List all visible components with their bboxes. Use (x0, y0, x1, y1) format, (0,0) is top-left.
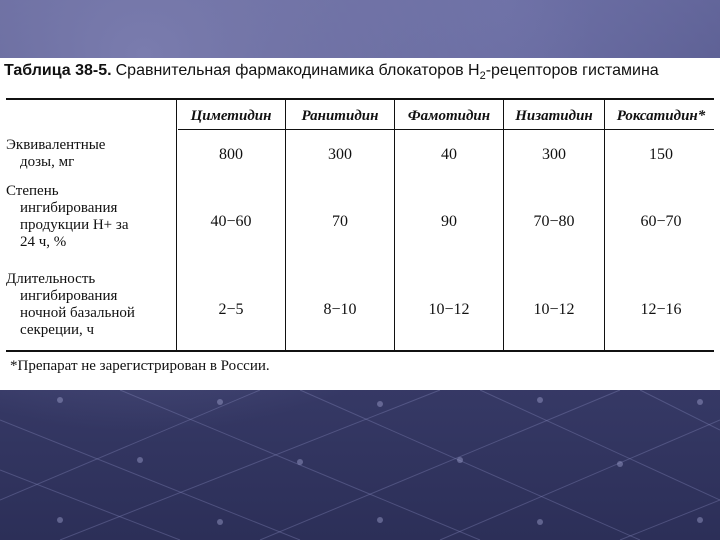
table-slide (0, 58, 720, 390)
row-label-line: Степень (6, 183, 59, 199)
row-label-duration (6, 271, 174, 339)
caption-text-part2: -рецепторов гистамина (485, 62, 659, 79)
caption-subscript: 2 (479, 70, 486, 83)
header-rule (178, 129, 714, 130)
table-cell: 12−16 (640, 301, 682, 318)
table-cell: 70−80 (533, 213, 575, 230)
table-number: Таблица 38-5. (4, 62, 112, 79)
row-label-line: секреции, ч (20, 322, 95, 338)
table-bottom-rule (6, 350, 714, 352)
row-label-line: ночной базальной (20, 305, 135, 321)
table-footnote: *Препарат не зарегистрирован в России. (10, 358, 270, 374)
table-cell: 10−12 (428, 301, 470, 318)
table-cell: 40 (441, 146, 457, 163)
table-cell: 150 (649, 146, 673, 163)
row-label-line: ингибирования (20, 288, 118, 304)
table-cell: 2−5 (218, 301, 244, 318)
row-label-inhibition (6, 183, 174, 251)
table-cell: 60−70 (640, 213, 682, 230)
row-label-line: ингибирования (20, 200, 118, 216)
row-label-dose (6, 137, 174, 171)
column-header: Роксатидин* (616, 108, 706, 124)
caption-text-part1: Сравнительная фармакодинамика блокаторов H (115, 62, 480, 79)
table-cell: 90 (441, 213, 457, 230)
table-cell: 8−10 (323, 301, 357, 318)
table-cell: 40−60 (210, 213, 252, 230)
table-cell: 70 (332, 213, 348, 230)
table-cell: 800 (219, 146, 243, 163)
table-top-rule (6, 98, 714, 100)
column-header: Низатидин (515, 108, 593, 124)
table-cell: 10−12 (533, 301, 575, 318)
caption-text (115, 62, 659, 83)
table-caption (4, 62, 716, 82)
column-header: Ранитидин (301, 108, 379, 124)
row-label-line: продукции H+ за (20, 217, 129, 233)
row-label-line: дозы, мг (20, 154, 75, 170)
row-label-line: Длительность (6, 271, 96, 287)
table-cell: 300 (328, 146, 352, 163)
row-label-line: Эквивалентные (6, 137, 106, 153)
row-label-line: 24 ч, % (20, 234, 67, 250)
column-header: Циметидин (190, 108, 272, 124)
table-cell: 300 (542, 146, 566, 163)
column-header: Фамотидин (407, 108, 491, 124)
